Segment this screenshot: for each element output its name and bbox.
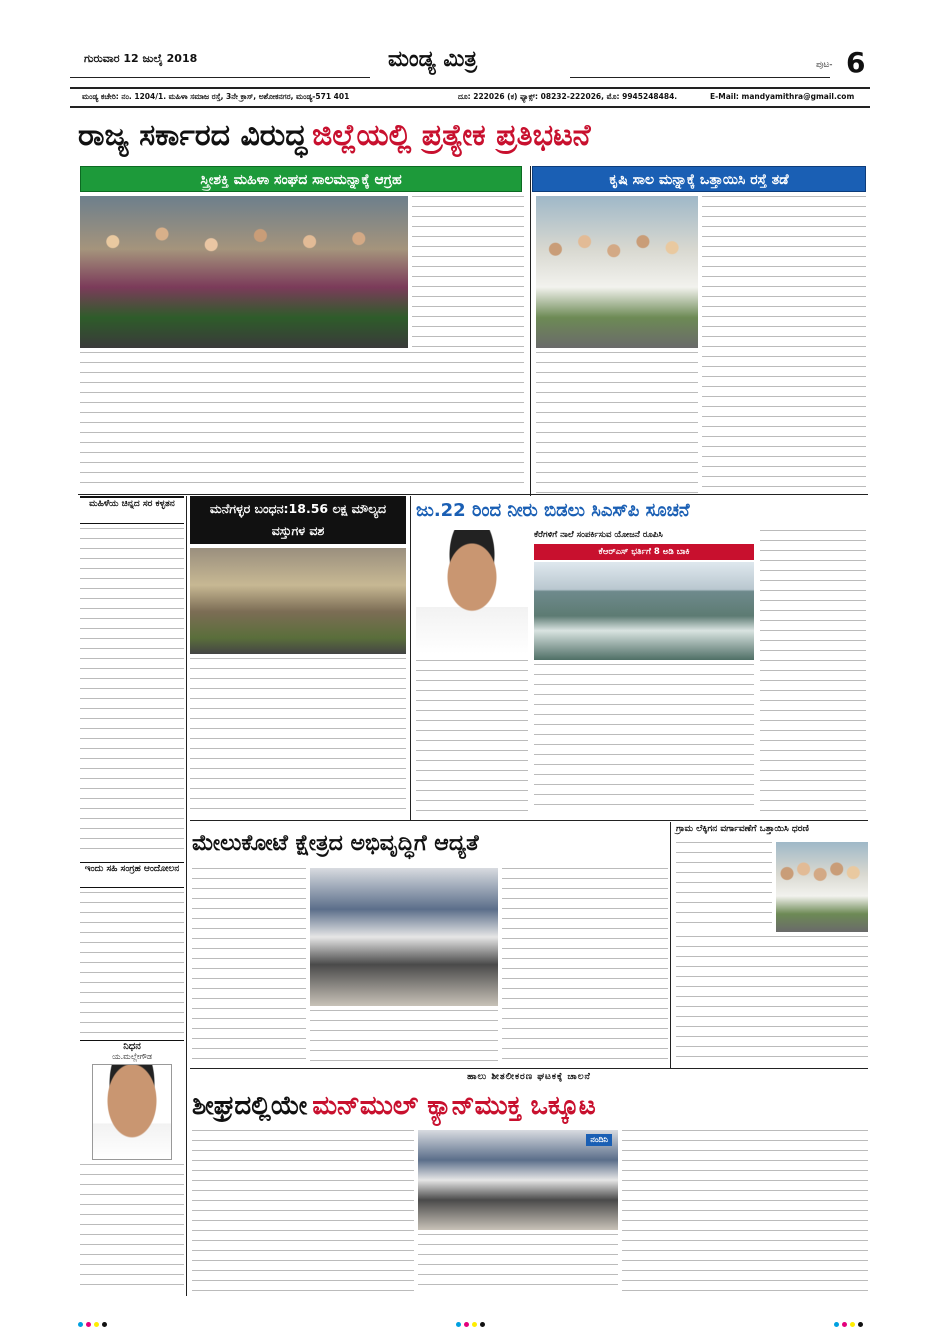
- houses-headline-box: [190, 496, 406, 544]
- sidebar-union-title-box: [80, 862, 184, 888]
- dairy-headline: [192, 1086, 868, 1126]
- sidebar-chain-title: ಮಹಿಳೆಯ ಚಿನ್ನದ ಸರ ಕಳ್ಳತನ: [89, 499, 175, 509]
- water-photo-person: [416, 530, 528, 654]
- obituary-photo: [92, 1064, 172, 1160]
- sidebar-chain-body: [80, 528, 184, 858]
- dharna-headline: ಗ್ರಾಮ ಲೆಕ್ಕಿಗನ ವರ್ಗಾವಣೆಗೆ ಒತ್ತಾಯಿಸಿ ಧರಣಿ: [676, 824, 809, 834]
- sidebar-chain-title-box: [80, 496, 184, 524]
- houses-body: [190, 658, 406, 818]
- obituary-name: ಯ.ಮಲ್ಲೇಗೌಡ: [112, 1052, 152, 1061]
- melukote-body-right: [502, 868, 668, 1066]
- water-sub2-box: ಕೆಆರ್‌ಎಸ್ ಭರ್ತಿಗೆ 8 ಅಡಿ ಬಾಕಿ: [534, 544, 754, 560]
- dairy-body-left: [192, 1130, 414, 1294]
- lead-left-banner: ಸ್ತ್ರೀಶಕ್ತಿ ಮಹಿಳಾ ಸಂಘದ ಸಾಲಮನ್ನಾಕ್ಕೆ ಆಗ್ರಹ: [80, 166, 522, 192]
- dharna-body: [676, 936, 868, 1066]
- masthead: [70, 42, 870, 114]
- obituary-label: ನಿಧನ: [80, 1040, 184, 1052]
- dairy-body-middle: [418, 1234, 618, 1294]
- melukote-body-below-photo: [310, 1010, 498, 1066]
- water-photo-dam: [534, 562, 754, 660]
- dairy-kicker: ಹಾಲು ಶೀತಲೀಕರಣ ಘಟಕಕ್ಕೆ ಚಾಲನೆ: [467, 1072, 591, 1082]
- lead-headline-red: ಜಿಲ್ಲೆಯಲ್ಲಿ ಪ್ರತ್ಯೇಕ ಪ್ರತಿಭಟನೆ: [312, 118, 591, 153]
- water-middle-body: [534, 664, 754, 814]
- lead-left-column-text: [412, 196, 524, 348]
- obituary-body: [80, 1164, 184, 1294]
- lead-right-banner: ಕೃಷಿ ಸಾಲ ಮನ್ನಾಕ್ಕೆ ಒತ್ತಾಯಿಸಿ ರಸ್ತೆ ತಡೆ: [532, 166, 866, 192]
- masthead-address: ಮಂಡ್ಯ ಕಚೇರಿ: ನಂ. 1204/1. ಮಹಿಳಾ ಸಮಾಜ ರಸ್ತೆ, 3ನೇ ಕ್ರಾಸ್, ಅಶೋಕನಗರ, ಮಂಡ್ಯ-571 401: [82, 92, 350, 101]
- water-headline: ಜು.22 ರಿಂದ ನೀರು ಬಿಡಲು ಸಿಎಸ್‌ಪಿ ಸೂಚನೆ: [416, 500, 690, 521]
- lead-right-column-text: [702, 196, 866, 496]
- masthead-title: ಮಂಡ್ಯ ಮಿತ್ರ: [388, 46, 477, 72]
- sidebar-union-body: [80, 892, 184, 1038]
- melukote-headline: ಮೇಲುಕೋಟೆ ಕ್ಷೇತ್ರದ ಅಭಿವೃದ್ಧಿಗೆ ಆದ್ಯತೆ: [192, 831, 479, 856]
- masthead-email: E-Mail: mandyamithra@gmail.com: [710, 92, 855, 101]
- dairy-headline-red: ಮನ್‌ಮುಲ್ ಕ್ಯಾನ್‌ಮುಕ್ತ ಒಕ್ಕೂಟ: [312, 1091, 596, 1121]
- lead-left-photo: [80, 196, 408, 348]
- page-label: ಪುಟ-: [816, 60, 833, 70]
- dairy-banner-text: ನಂದಿನಿ: [586, 1134, 612, 1146]
- lead-right-body: [536, 352, 698, 496]
- water-sub1: ಕೆರೆಗಳಿಗೆ ನಾಲೆ ಸಂಪರ್ಕಿಸುವ ಯೋಜನೆ ರೂಪಿಸಿ: [534, 530, 663, 540]
- melukote-body-left: [192, 868, 306, 1066]
- dharna-body-top: [676, 842, 772, 932]
- lead-headline-black: ರಾಜ್ಯ ಸರ್ಕಾರದ ವಿರುದ್ಧ: [78, 118, 308, 153]
- page-number: 6: [846, 46, 866, 79]
- houses-headline: ಮನೆಗಳ್ಳರ ಬಂಧನ:18.56 ಲಕ್ಷ ಮೌಲ್ಯದ ವಸ್ತುಗಳ ವಶ: [209, 501, 387, 538]
- sidebar-union-title: ಇಂದು ಸಹಿ ಸಂಗ್ರಹ ಆಂದೋಲನ: [84, 864, 180, 874]
- dairy-headline-black: ಶೀಘ್ರದಲ್ಲಿಯೇ: [192, 1091, 308, 1121]
- dharna-photo: [776, 842, 868, 932]
- masthead-date: ಗುರುವಾರ 12 ಜುಲೈ 2018: [84, 52, 198, 65]
- lead-left-body: [80, 352, 524, 490]
- masthead-phone: ದೂ: 222026 (ಕ) ಫ್ಯಾಕ್ಸ್: 08232-222026, ಮೊ: 9945248484.: [458, 92, 678, 101]
- melukote-photo: [310, 868, 498, 1006]
- water-left-body: [416, 660, 528, 814]
- dairy-body-right: [622, 1130, 868, 1294]
- lead-right-photo: [536, 196, 698, 348]
- lead-headline: [78, 118, 868, 164]
- dairy-photo: [418, 1130, 618, 1230]
- houses-photo: [190, 548, 406, 654]
- water-right-body: [760, 530, 866, 814]
